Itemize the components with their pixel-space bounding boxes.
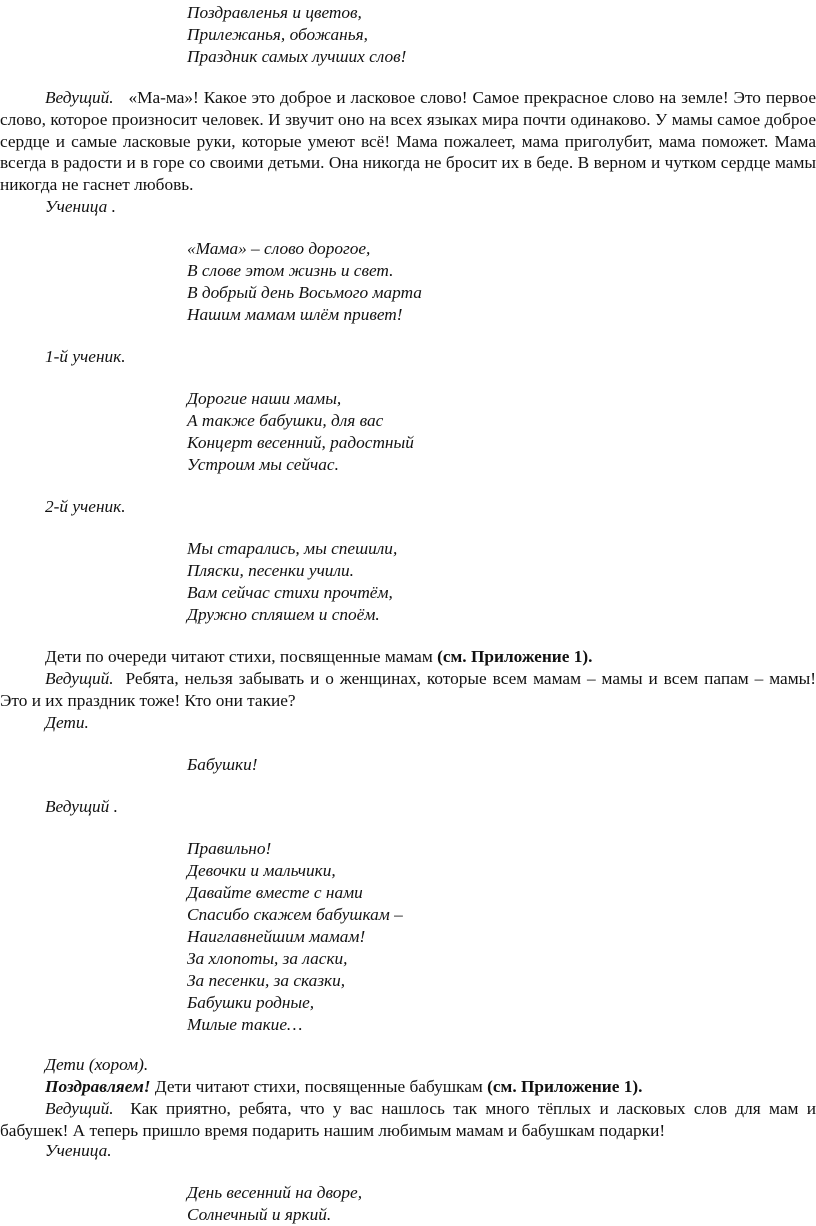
speaker-label: 1-й ученик.: [45, 347, 126, 366]
verse-line: Милые такие…: [187, 1015, 303, 1034]
paragraph-congratulate: [0, 1076, 816, 1098]
paragraph-host-grandmothers: [0, 668, 816, 712]
verse-line: За песенки, за сказки,: [187, 971, 346, 990]
verse-line: День весенний на дворе,: [187, 1183, 363, 1202]
paragraph-text: «Ма-ма»! Какое это доброе и ласковое слово! Самое прекрасное слово на земле! Это первое слово, которое произносит человек. И звучит оно на всех языках мира почти одинаково. У мамы самое доброе сердце и самые ласковые руки, которые умеют всё! Мама пожалеет, мама приголубит, мама поможет. Мама всегда в радости и в горе со своими детьми. Она никогда не бросит их в беде. В верном и чутком сердце мамы никогда не гаснет любовь.: [0, 88, 816, 195]
verse-line: Спасибо скажем бабушкам –: [187, 905, 403, 924]
speaker-label: Дети (хором).: [45, 1055, 149, 1074]
speaker-label: Ведущий.: [45, 669, 114, 688]
paragraph-text: Как приятно, ребята, что у вас нашлось так много тёплых и ласковых слов для мам и бабушек! А теперь пришло время подарить нашим любимым мамам и бабушкам подарки!: [0, 1099, 816, 1140]
speaker-label: 2-й ученик.: [45, 497, 126, 516]
verse-line: Прилежанья, обожанья,: [187, 25, 368, 44]
verse-line: Концерт весенний, радостный: [187, 433, 414, 452]
verse-line: Вам сейчас стихи прочтём,: [187, 583, 393, 602]
verse-line: Правильно!: [187, 839, 272, 858]
verse-line: «Мама» – слово дорогое,: [187, 239, 371, 258]
verse-line: Солнечный и яркий.: [187, 1205, 332, 1224]
speaker-label: Ученица .: [45, 197, 116, 216]
verse-line: Девочки и мальчики,: [187, 861, 336, 880]
verse-line: Наиглавнейшим мамам!: [187, 927, 366, 946]
verse-line: Дорогие наши мамы,: [187, 389, 342, 408]
verse-line: За хлопоты, за ласки,: [187, 949, 348, 968]
verse-line: Бабушки!: [187, 755, 258, 774]
verse-line: В слове этом жизнь и свет.: [187, 261, 394, 280]
verse-line: Устроим мы сейчас.: [187, 455, 339, 474]
speaker-label: Ведущий.: [45, 1099, 114, 1118]
paragraph-host-intro: [0, 87, 816, 196]
verse-line: Нашим мамам шлём привет!: [187, 305, 403, 324]
verse-line: Праздник самых лучших слов!: [187, 47, 407, 66]
speaker-label: Ученица.: [45, 1141, 112, 1160]
verse-line: А также бабушки, для вас: [187, 411, 384, 430]
appendix-reference: (см. Приложение 1).: [487, 1077, 643, 1096]
appendix-reference: (см. Приложение 1).: [437, 647, 593, 666]
speaker-label: Ведущий.: [45, 88, 114, 107]
paragraph-text: Дети читают стихи, посвященные бабушкам: [150, 1077, 488, 1096]
verse-line: Бабушки родные,: [187, 993, 315, 1012]
exclamation: Поздравляем!: [45, 1077, 151, 1096]
verse-line: Пляски, песенки учили.: [187, 561, 354, 580]
paragraph-text: Дети по очереди читают стихи, посвященные мамам: [45, 647, 438, 666]
verse-line: Дружно спляшем и споём.: [187, 605, 380, 624]
paragraph-host-gifts: [0, 1098, 816, 1142]
paragraph-children-read: [0, 646, 816, 668]
verse-line: Давайте вместе с нами: [187, 883, 363, 902]
verse-line: Мы старались, мы спешили,: [187, 539, 398, 558]
paragraph-text: Ребята, нельзя забывать и о женщинах, которые всем мамам – мамы и всем папам – мамы! Это и их праздник тоже! Кто они такие?: [0, 669, 816, 710]
verse-line: В добрый день Восьмого марта: [187, 283, 422, 302]
speaker-label: Ведущий .: [45, 797, 118, 816]
speaker-label: Дети.: [45, 713, 89, 732]
verse-line: Поздравленья и цветов,: [187, 3, 362, 22]
